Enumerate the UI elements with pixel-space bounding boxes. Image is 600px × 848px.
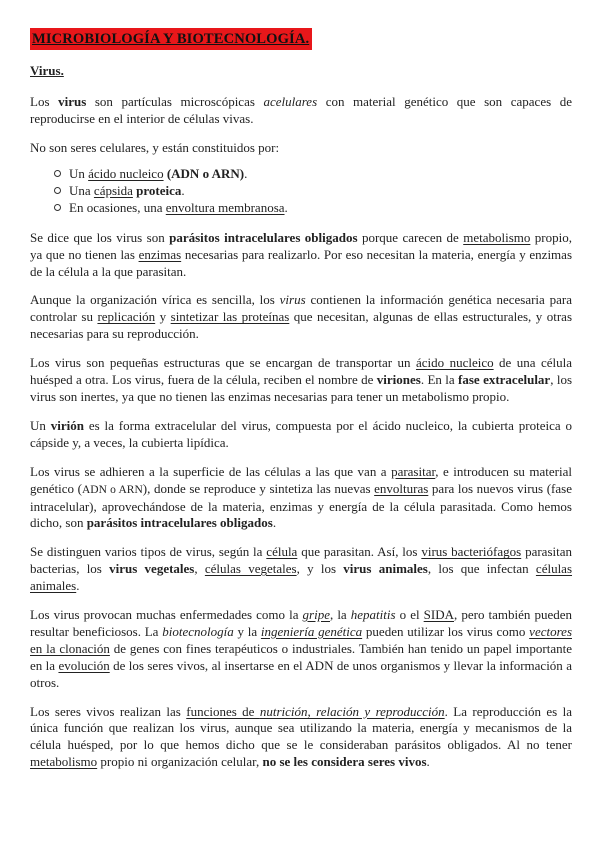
underlined-italic-term: nutrición, relación y reproducción [259, 703, 445, 719]
underlined-italic-term: ingeniería genética [260, 623, 363, 639]
text: que parasitan. Así, los [297, 544, 422, 560]
text: . [272, 515, 277, 531]
text: Un [30, 417, 51, 433]
document-title: MICROBIOLOGÍA Y BIOTECNOLOGÍA. [30, 28, 312, 50]
bold-term: (ADN o ARN) [166, 165, 245, 181]
document-page [30, 28, 572, 783]
text: Aunque la organización vírica es sencilla, los [30, 292, 280, 308]
underlined-term: funciones de [186, 703, 260, 719]
text: . [426, 754, 430, 770]
paragraph-diseases [30, 607, 572, 692]
underlined-term: envoltura membranosa [165, 199, 285, 215]
text: , [194, 561, 205, 577]
bold-term: no se les considera seres vivos [262, 754, 427, 770]
underlined-term: en la clonación [30, 640, 110, 656]
text: ), donde se reproduce y sintetiza las nuevas [142, 480, 375, 496]
paragraph-organization [30, 292, 572, 343]
list-item [30, 182, 572, 199]
title-block [30, 28, 572, 50]
text: son partículas microscópicas [86, 94, 264, 109]
text: o el [395, 607, 424, 623]
text: parasitan bacterias, los [30, 544, 572, 577]
underlined-term: SIDA [423, 607, 455, 623]
small-caps-term: ADN o ARN [81, 483, 143, 496]
text: , los virus son inertes, ya que no tienen las enzimas necesarias para tener un metabolismo propio. [30, 372, 573, 404]
italic-term: acelulares [263, 94, 318, 109]
text: Los virus son pequeñas estructuras que se encargan de transportar un [30, 355, 416, 371]
text: necesarias para realizarlo. Por eso necesitan la materia, energía y enzimas de la célula a la que parasitan. [30, 246, 572, 279]
bold-term: proteica [136, 182, 182, 198]
bold-term: fase extracelular [458, 372, 551, 388]
text: de una célula huésped a otra. Los virus, fuera de la célula, reciben el nombre de [30, 355, 573, 388]
text: . [181, 182, 185, 198]
text: propio, ya que no tienen las [30, 229, 572, 262]
section-heading: Virus. [30, 63, 64, 78]
bold-term: virus vegetales [109, 561, 195, 577]
paragraph-parasites [30, 230, 572, 281]
text: con material genético que son capaces de reproducirse en el interior de células vivas. [30, 94, 572, 126]
bold-term: virus [58, 94, 87, 109]
underlined-term: metabolismo [463, 229, 531, 245]
text: , la [330, 607, 351, 623]
paragraph-infection [30, 464, 572, 533]
text: y [155, 309, 171, 325]
text: pueden utilizar los virus como [362, 623, 530, 639]
text: propio ni organización celular, [97, 754, 263, 770]
text: Se distinguen varios tipos de virus, según la [30, 544, 267, 560]
text: , y los [296, 561, 344, 577]
text: de los seres vivos, al insertarse en el ADN de unos organismos y llevar la información a otros. [30, 657, 572, 690]
underlined-italic-term: vectores [529, 623, 572, 639]
text: Los [30, 94, 59, 109]
paragraph-constitution: No son seres celulares, y están constituidos por: [30, 139, 280, 155]
text: que necesitan, algunas de ellas estructurales, y otras necesarias para su reproducción. [30, 309, 573, 342]
italic-term: hepatitis [350, 607, 396, 623]
list-item [30, 165, 572, 182]
components-list [30, 165, 572, 216]
bold-term: viriones [376, 372, 421, 388]
underlined-term: metabolismo [30, 754, 98, 770]
text: En ocasiones, una [69, 199, 166, 215]
bold-term: parásitos intracelulares obligados [86, 515, 273, 531]
paragraph-types [30, 544, 572, 595]
underlined-term: replicación [97, 309, 156, 325]
paragraph-living-beings [30, 704, 572, 772]
text: . [76, 578, 80, 594]
text: y la [233, 623, 261, 639]
list-item [30, 199, 572, 216]
text: para los nuevos virus (fase intracelular), aprovechándose de la materia, enzimas y energía de la célula parasitada. Como hemos dicho, son [30, 480, 572, 531]
underlined-term: ácido nucleico [415, 355, 494, 371]
bold-term: parásitos intracelulares obligados [169, 229, 358, 245]
text: Una [69, 182, 94, 198]
text: Un [69, 165, 89, 181]
bold-term: virus animales [343, 561, 428, 577]
underlined-term: célula [266, 544, 298, 560]
underlined-term: parasitar [391, 463, 436, 479]
underlined-term: cápsida [93, 182, 133, 198]
text: de genes con fines terapéuticos o industriales. También han tenido un papel importante en la [30, 640, 572, 673]
text: . La reproducción es la única función que realizan los virus, aunque sea utilizando la materia, energía y mecanismos de la célula huésped, por lo que hemos dicho que se le consideraban parásitos obligados. Al no tener [30, 703, 572, 753]
underlined-italic-term: gripe [302, 607, 330, 623]
text: , e introducen su material genético ( [30, 463, 572, 496]
text: Se dice que los virus son [30, 229, 170, 245]
text: Los virus provocan muchas enfermedades como la [30, 607, 303, 623]
text: Los virus se adhieren a la superficie de las células a las que van a [30, 463, 392, 479]
paragraph-structures [30, 355, 572, 406]
text: contienen la información genética necesaria para controlar su [30, 292, 572, 325]
underlined-term: enzimas [138, 246, 182, 262]
text: , pero también pueden resultar beneficiosos. La [30, 607, 572, 639]
text: , los que infectan [427, 561, 536, 577]
bold-term: virión [50, 417, 84, 433]
text: porque carecen de [357, 229, 464, 245]
underlined-term: células vegetales [204, 561, 297, 577]
underlined-term: evolución [58, 657, 110, 673]
underlined-term: sintetizar las proteínas [170, 309, 290, 325]
text: . [244, 165, 248, 181]
text: es la forma extracelular del virus, compuesta por el ácido nucleico, la cubierta proteica o cápside y, a veces, la cubierta lipídica. [30, 417, 573, 450]
underlined-term: células animales [30, 561, 573, 594]
underlined-term: virus bacteriófagos [421, 544, 522, 560]
text: . En la [420, 372, 459, 388]
italic-term: biotecnología [162, 623, 234, 639]
underlined-term: ácido nucleico [88, 165, 164, 181]
italic-term: virus [279, 292, 306, 308]
text: Los seres vivos realizan las [30, 703, 187, 719]
paragraph-definition [30, 94, 572, 128]
text: . [284, 199, 288, 215]
paragraph-virion [30, 418, 572, 452]
underlined-term: envolturas [374, 480, 429, 496]
